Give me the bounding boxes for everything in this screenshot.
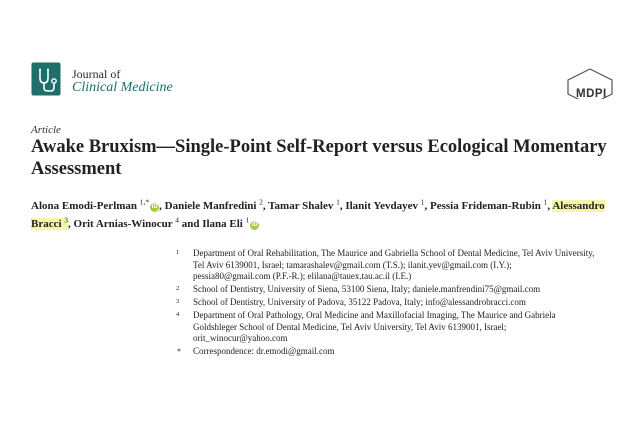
- author[interactable]: [202, 215, 259, 230]
- affiliation-line: orit_winocur@yahoo.com: [193, 333, 288, 343]
- affiliation-line: School of Dentistry, University of Siena, 53100 Siena, Italy; daniele.manfrendini75@gmail.com: [193, 284, 541, 294]
- author-affiliation-mark: 1,*: [139, 197, 150, 207]
- affiliation-line: Correspondence: dr.emodi@gmail.com: [193, 346, 335, 356]
- author[interactable]: [73, 215, 179, 230]
- journal-logo: [31, 62, 61, 96]
- affiliation-item: [176, 248, 626, 283]
- author-name: Daniele Manfredini: [164, 200, 257, 212]
- author[interactable]: [429, 197, 548, 212]
- affiliation-line: Tel Aviv 6139001, Israel; tamarashalev@gmail.com (T.S.); ilanit.yev@gmail.com (I.Y.);: [193, 259, 512, 270]
- affiliation-item: [176, 310, 626, 345]
- affiliation-line: Department of Oral Pathology, Oral Medicine and Maxillofacial Imaging, The Maurice and Gabriela: [193, 310, 556, 320]
- orcid-icon[interactable]: iD: [251, 222, 258, 228]
- journal-of-label: Journal of: [72, 67, 121, 81]
- author-name: Pessia Frideman-Rubin: [429, 200, 541, 212]
- author[interactable]: [164, 197, 263, 212]
- author-separator: ,: [547, 200, 553, 212]
- article-title: Awake Bruxism—Single-Point Self-Report versus Ecological Momentary Assessment: [31, 137, 607, 179]
- affiliation-number: 3: [176, 298, 180, 305]
- affiliation-item: [176, 284, 626, 296]
- author-name: Alessandro Bracci: [31, 200, 605, 230]
- affiliation-line: Goldshleger School of Dental Medicine, Tel Aviv University, Tel Aviv 6139001, Israel;: [193, 321, 507, 332]
- orcid-icon[interactable]: iD: [151, 204, 158, 210]
- affiliation-line: pessia80@gmail.com (P.F.-R.); elilana@tauex.tau.ac.il (I.E.): [193, 271, 412, 281]
- affiliation-item: [176, 346, 626, 358]
- author[interactable]: [31, 197, 159, 212]
- author-separator: ,: [68, 218, 74, 230]
- author-name: Ilanit Yevdayev: [345, 200, 418, 212]
- affiliation-number: 1: [176, 249, 180, 256]
- author-separator: ,: [339, 200, 346, 212]
- author-list: [31, 197, 621, 233]
- author-separator: ,: [262, 200, 269, 212]
- author-name: Orit Arnias-Winocur: [73, 218, 173, 230]
- author-separator: ,: [424, 200, 430, 212]
- author-affiliation-mark: 1: [245, 215, 250, 225]
- author-affiliation-mark: 2: [259, 197, 263, 207]
- author-name: Alona Emodi-Perlman: [31, 200, 138, 212]
- author-affiliation-mark: 1: [543, 197, 548, 207]
- affiliation-number: 2: [176, 285, 180, 292]
- author-affiliation-mark: 1: [336, 197, 340, 207]
- author-affiliation-mark: 3: [64, 215, 69, 225]
- affiliation-item: [176, 297, 626, 309]
- journal-name: [72, 68, 173, 95]
- affiliation-number: 4: [176, 311, 180, 318]
- article-type: Article: [31, 124, 61, 136]
- author-affiliation-mark: 1: [420, 197, 425, 207]
- journal-title: Clinical Medicine: [72, 79, 173, 95]
- author[interactable]: [268, 197, 340, 212]
- affiliation-line: School of Dentistry, University of Padova, 35122 Padova, Italy; info@alessandrobracci.com: [193, 297, 526, 307]
- author-separator: ,: [159, 200, 165, 212]
- author-affiliation-mark: 4: [175, 215, 179, 225]
- author-separator: and: [178, 218, 203, 230]
- author-name: Ilana Eli: [202, 218, 243, 230]
- stethoscope-icon: [31, 62, 61, 96]
- publisher-name: MDPI: [576, 88, 607, 100]
- author[interactable]: [345, 197, 425, 212]
- affiliation-list: [176, 248, 626, 359]
- author-name: Tamar Shalev: [268, 200, 334, 212]
- affiliation-line: Department of Oral Rehabilitation, The Maurice and Gabriella School of Dental Medicine, Tel Aviv University,: [193, 248, 595, 258]
- affiliation-number: *: [177, 347, 181, 356]
